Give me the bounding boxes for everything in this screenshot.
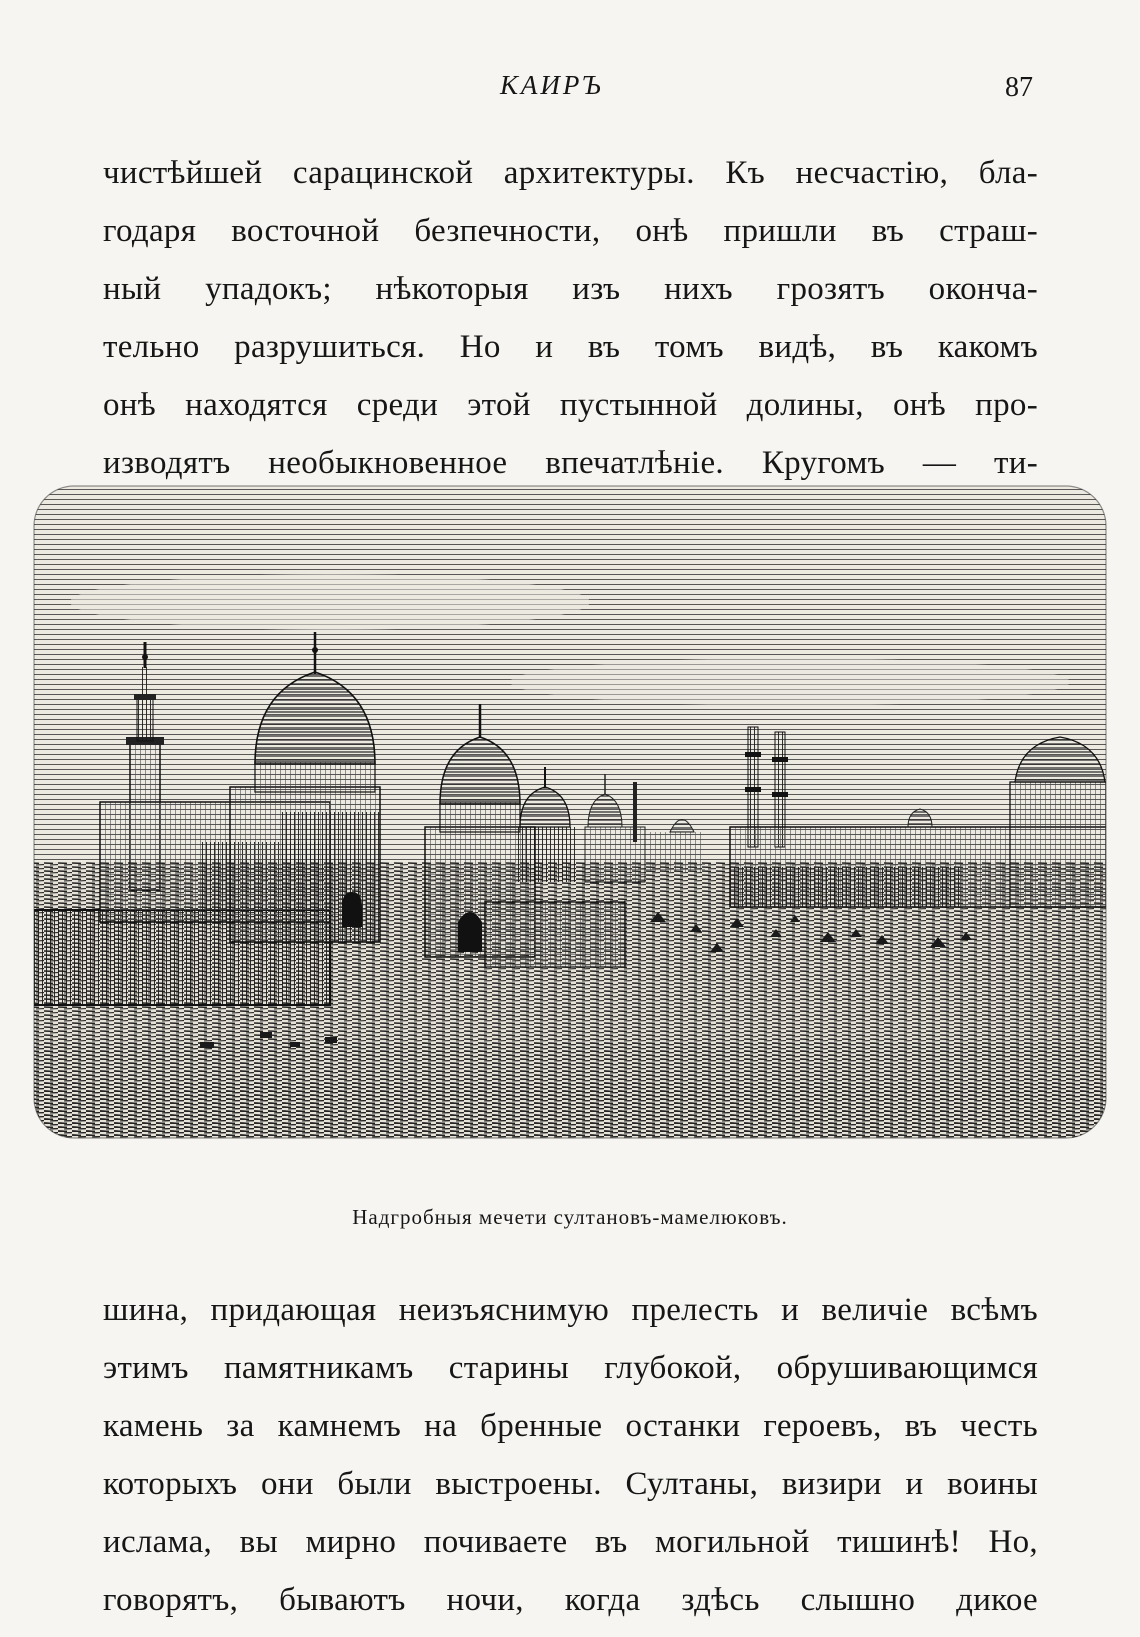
text-line: чистѣйшей сарацинской архитектуры. Къ несчастію, бла- [103, 155, 1038, 191]
page-number: 87 [1005, 72, 1033, 103]
text-line: говорятъ, бываютъ ночи, когда здѣсь слышно дикое [103, 1582, 1038, 1618]
text-line: шина, придающая неизъяснимую прелесть и величіе всѣмъ [103, 1292, 1038, 1328]
text-line: ислама, вы мирно почиваете въ могильной тишинѣ! Но, [103, 1524, 1038, 1560]
figure-caption: Надгробныя мечети султановъ-мамелюковъ. [352, 1205, 788, 1229]
text-line: которыхъ они были выстроены. Султаны, визири и воины [103, 1466, 1038, 1502]
text-line: ный упадокъ; нѣкоторыя изъ нихъ грозятъ оконча- [103, 271, 1038, 307]
text-line: тельно разрушиться. Но и въ томъ видѣ, въ какомъ [103, 329, 1038, 365]
engraving-mamluk-tombs [30, 482, 1110, 1162]
running-title: КАИРЪ [500, 70, 604, 100]
text-line: этимъ памятникамъ старины глубокой, обрушивающимся [103, 1350, 1038, 1386]
running-head [0, 70, 1140, 110]
text-block-bottom [103, 1281, 1038, 1629]
text-line: изводятъ необыкновенное впечатлѣніе. Кругомъ — ти- [103, 445, 1038, 481]
text-line: онѣ находятся среди этой пустынной долины, онѣ про- [103, 387, 1038, 423]
text-line: годаря восточной безпечности, онѣ пришли въ страш- [103, 213, 1038, 249]
text-line: камень за камнемъ на бренные останки героевъ, въ честь [103, 1408, 1038, 1444]
text-block-top [103, 144, 1038, 492]
